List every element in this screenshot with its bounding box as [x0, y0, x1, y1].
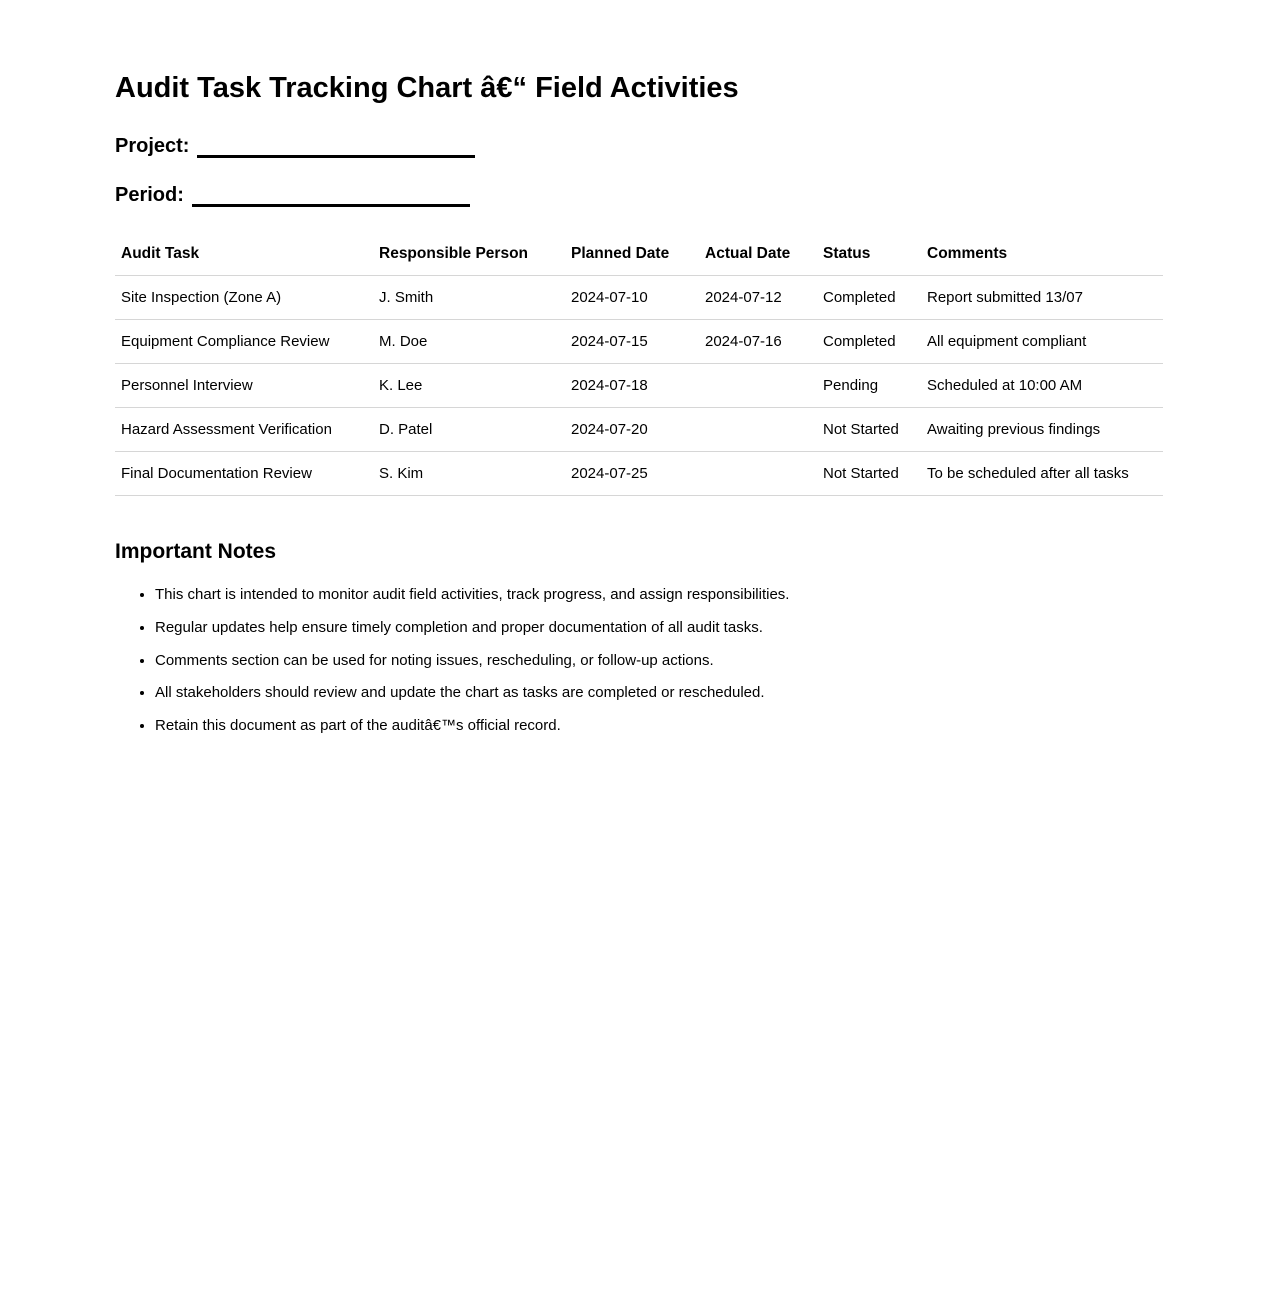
cell-actual-date — [699, 452, 817, 496]
cell-planned-date: 2024-07-15 — [565, 320, 699, 364]
cell-actual-date — [699, 408, 817, 452]
header-planned-date: Planned Date — [565, 233, 699, 276]
cell-task: Hazard Assessment Verification — [115, 408, 373, 452]
table-row — [115, 276, 1163, 320]
table-row — [115, 452, 1163, 496]
cell-comments: To be scheduled after all tasks — [921, 452, 1163, 496]
header-responsible-person: Responsible Person — [373, 233, 565, 276]
cell-planned-date: 2024-07-10 — [565, 276, 699, 320]
cell-person: D. Patel — [373, 408, 565, 452]
notes-section-title: Important Notes — [115, 540, 277, 563]
cell-planned-date: 2024-07-25 — [565, 452, 699, 496]
cell-actual-date — [699, 364, 817, 408]
cell-actual-date: 2024-07-12 — [699, 276, 817, 320]
table-header — [115, 233, 1163, 276]
note-item: • Comments section can be used for noting issues, rescheduling, or follow-up actions. — [155, 652, 1163, 671]
project-field-line — [115, 135, 1163, 158]
audit-task-table — [115, 233, 1163, 496]
cell-task: Site Inspection (Zone A) — [115, 276, 373, 320]
cell-task: Equipment Compliance Review — [115, 320, 373, 364]
table-header-row — [115, 233, 1163, 276]
cell-task: Final Documentation Review — [115, 452, 373, 496]
cell-planned-date: 2024-07-20 — [565, 408, 699, 452]
note-item: • All stakeholders should review and update the chart as tasks are completed or rescheduled. — [155, 684, 1163, 703]
cell-task: Personnel Interview — [115, 364, 373, 408]
period-label: Period: — [115, 184, 184, 206]
header-actual-date: Actual Date — [699, 233, 817, 276]
note-item: • This chart is intended to monitor audit field activities, track progress, and assign responsibilities. — [155, 586, 1163, 605]
cell-person: M. Doe — [373, 320, 565, 364]
header-comments: Comments — [921, 233, 1163, 276]
cell-status: Completed — [817, 320, 921, 364]
period-field-line — [115, 184, 1163, 207]
cell-status: Completed — [817, 276, 921, 320]
table-row — [115, 408, 1163, 452]
cell-comments: All equipment compliant — [921, 320, 1163, 364]
cell-planned-date: 2024-07-18 — [565, 364, 699, 408]
cell-comments: Report submitted 13/07 — [921, 276, 1163, 320]
cell-person: J. Smith — [373, 276, 565, 320]
table-row — [115, 364, 1163, 408]
header-audit-task: Audit Task — [115, 233, 373, 276]
cell-comments: Awaiting previous findings — [921, 408, 1163, 452]
period-blank-line — [192, 185, 470, 207]
note-item: • Retain this document as part of the auditâ€™s official record. — [155, 717, 1163, 736]
table-body — [115, 276, 1163, 496]
page-title: Audit Task Tracking Chart â€“ Field Activities — [115, 72, 739, 104]
cell-person: K. Lee — [373, 364, 565, 408]
cell-comments: Scheduled at 10:00 AM — [921, 364, 1163, 408]
cell-status: Not Started — [817, 452, 921, 496]
note-item: • Regular updates help ensure timely completion and proper documentation of all audit tasks. — [155, 619, 1163, 638]
project-label: Project: — [115, 135, 190, 157]
cell-person: S. Kim — [373, 452, 565, 496]
table-row — [115, 320, 1163, 364]
notes-list — [115, 586, 1163, 736]
project-blank-line — [197, 136, 475, 158]
cell-actual-date: 2024-07-16 — [699, 320, 817, 364]
cell-status: Pending — [817, 364, 921, 408]
cell-status: Not Started — [817, 408, 921, 452]
header-status: Status — [817, 233, 921, 276]
